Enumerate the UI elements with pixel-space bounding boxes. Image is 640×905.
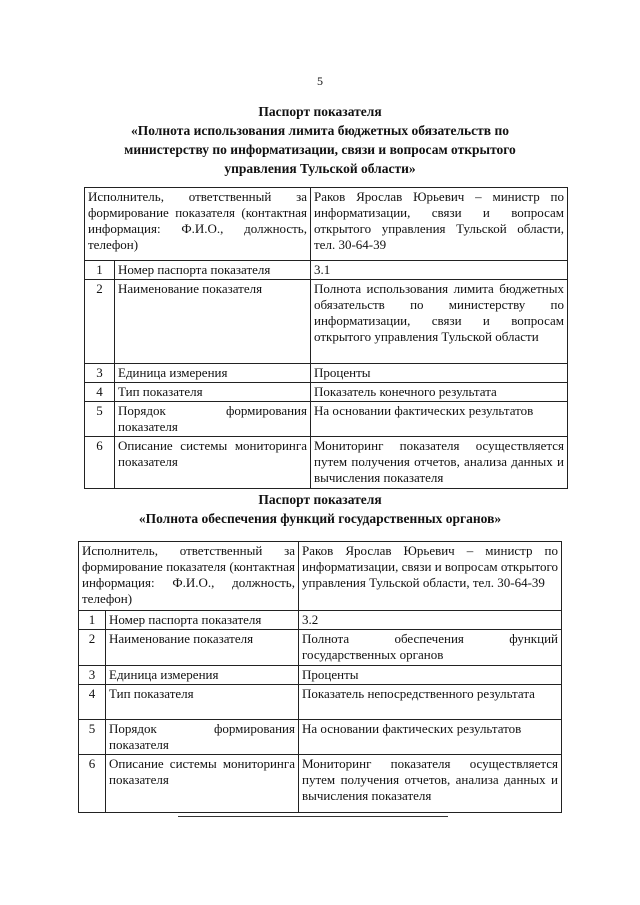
- row-value: Полнота обеспечения функций государственных органов: [299, 630, 562, 666]
- row-label: Единица измерения: [115, 364, 311, 383]
- row-value: Мониторинг показателя осуществляется путем получения отчетов, анализа данных и вычисления показателя: [299, 755, 562, 813]
- row-number: 2: [79, 630, 106, 666]
- table-row: [85, 383, 568, 402]
- row-label: Тип показателя: [106, 685, 299, 720]
- row-value: На основании фактических результатов: [299, 720, 562, 755]
- row-label: Тип показателя: [115, 383, 311, 402]
- row-number: 6: [85, 437, 115, 489]
- row-label: Порядок формирования показателя: [106, 720, 299, 755]
- passport-1-title-line-3: министерству по информатизации, связи и вопросам открытого: [124, 142, 516, 157]
- row-number: 5: [79, 720, 106, 755]
- row-value: 3.1: [311, 261, 568, 280]
- passport-2-title-line-2: «Полнота обеспечения функций государственных органов»: [138, 511, 502, 526]
- table-row: [79, 611, 562, 630]
- row-value: Проценты: [311, 364, 568, 383]
- passport-1-title-line-1: Паспорт показателя: [258, 104, 382, 119]
- row-number: 1: [79, 611, 106, 630]
- table-row: [79, 666, 562, 685]
- passport-1-title-line-2: «Полнота использования лимита бюджетных обязательств по: [130, 123, 510, 138]
- table-row: [85, 188, 568, 261]
- row-label: Описание системы мониторинга показателя: [115, 437, 311, 489]
- page-number: 5: [317, 74, 323, 88]
- row-label: Описание системы мониторинга показателя: [106, 755, 299, 813]
- row-label: Наименование показателя: [106, 630, 299, 666]
- row-label: Номер паспорта показателя: [115, 261, 311, 280]
- passport-1-table: [84, 187, 568, 489]
- passport-2-table: [78, 541, 562, 813]
- row-value: Полнота использования лимита бюджетных обязательств по министерству по информатизации, связи и вопросам открытого управления Тульской области: [311, 280, 568, 364]
- row-number: 5: [85, 402, 115, 437]
- row-number: 4: [79, 685, 106, 720]
- passport-2-title-line-1: Паспорт показателя: [258, 492, 382, 507]
- executor-label: Исполнитель, ответственный за формирование показателя (контактная информация: Ф.И.О., должность, телефон): [85, 188, 311, 261]
- row-value: Показатель конечного результата: [311, 383, 568, 402]
- row-label: Наименование показателя: [115, 280, 311, 364]
- row-number: 4: [85, 383, 115, 402]
- table-row: [85, 437, 568, 489]
- table-row: [85, 402, 568, 437]
- row-label: Порядок формирования показателя: [115, 402, 311, 437]
- row-value: На основании фактических результатов: [311, 402, 568, 437]
- table-row: [85, 364, 568, 383]
- row-value: Проценты: [299, 666, 562, 685]
- row-number: 6: [79, 755, 106, 813]
- table-row: [79, 630, 562, 666]
- row-value: 3.2: [299, 611, 562, 630]
- passport-1-title-line-4: управления Тульской области»: [224, 161, 416, 176]
- passport-2-title: [0, 490, 640, 528]
- table-row: [85, 261, 568, 280]
- table-row: [85, 280, 568, 364]
- executor-label: Исполнитель, ответственный за формирование показателя (контактная информация: Ф.И.О., должность, телефон): [79, 542, 299, 611]
- row-number: 3: [85, 364, 115, 383]
- table-row: [79, 720, 562, 755]
- row-number: 2: [85, 280, 115, 364]
- executor-value: Раков Ярослав Юрьевич – министр по информатизации, связи и вопросам открытого управления Тульской области, тел. 30-64-39: [299, 542, 562, 611]
- row-value: Мониторинг показателя осуществляется путем получения отчетов, анализа данных и вычисления показателя: [311, 437, 568, 489]
- table-row: [79, 542, 562, 611]
- row-label: Номер паспорта показателя: [106, 611, 299, 630]
- row-value: Показатель непосредственного результата: [299, 685, 562, 720]
- row-number: 1: [85, 261, 115, 280]
- row-label: Единица измерения: [106, 666, 299, 685]
- table-row: [79, 685, 562, 720]
- passport-1-title: [0, 102, 640, 178]
- executor-value: Раков Ярослав Юрьевич – министр по информатизации, связи и вопросам открытого управления Тульской области, тел. 30-64-39: [311, 188, 568, 261]
- row-number: 3: [79, 666, 106, 685]
- table-row: [79, 755, 562, 813]
- footer-divider: [178, 816, 448, 817]
